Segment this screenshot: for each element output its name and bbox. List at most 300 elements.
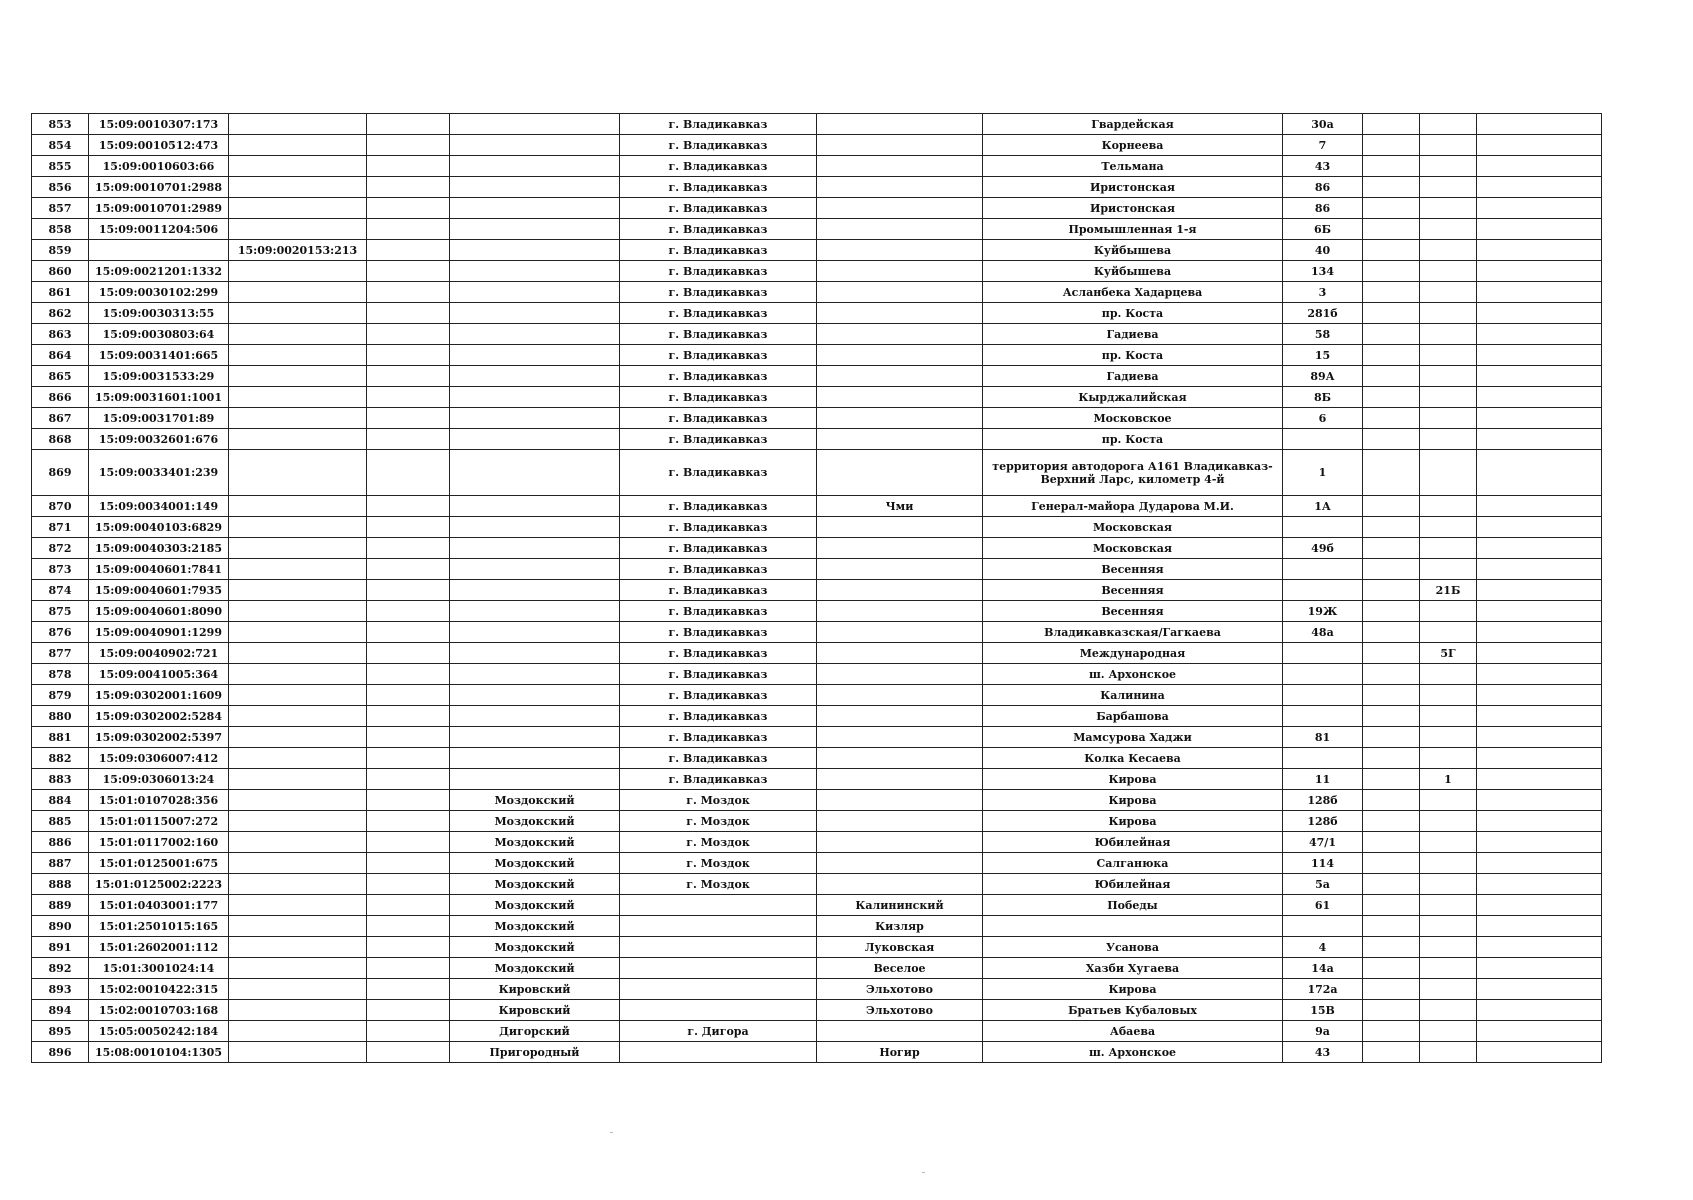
building-number-cell [1420, 748, 1477, 769]
building-number-cell [1420, 937, 1477, 958]
related-cadastral-number-cell [229, 979, 367, 1000]
street-cell: Абаева [983, 1021, 1283, 1042]
table-row [32, 1021, 1602, 1042]
settlement-cell [817, 559, 983, 580]
related-cadastral-number-cell [229, 580, 367, 601]
row-number-cell: 857 [32, 198, 89, 219]
scan-speck [922, 1172, 925, 1173]
related-cadastral-number-cell [229, 408, 367, 429]
col-12-cell [1477, 156, 1602, 177]
col-4-cell [367, 282, 450, 303]
house-number-cell: 281б [1283, 303, 1363, 324]
settlement-cell [817, 324, 983, 345]
settlement-cell [817, 387, 983, 408]
city-cell: г. Владикавказ [620, 282, 817, 303]
cadastral-number-cell: 15:09:0306007:412 [89, 748, 229, 769]
col-4-cell [367, 601, 450, 622]
district-cell [450, 261, 620, 282]
table-row [32, 811, 1602, 832]
building-number-cell: 5Г [1420, 643, 1477, 664]
col-4-cell [367, 303, 450, 324]
house-number-cell: 128б [1283, 790, 1363, 811]
city-cell: г. Владикавказ [620, 408, 817, 429]
street-cell: Международная [983, 643, 1283, 664]
row-number-cell: 894 [32, 1000, 89, 1021]
row-number-cell: 873 [32, 559, 89, 580]
col-10-cell [1363, 345, 1420, 366]
col-4-cell [367, 874, 450, 895]
table-row [32, 135, 1602, 156]
district-cell: Моздокский [450, 790, 620, 811]
city-cell: г. Владикавказ [620, 769, 817, 790]
col-12-cell [1477, 303, 1602, 324]
street-cell: Салганюка [983, 853, 1283, 874]
city-cell: г. Владикавказ [620, 727, 817, 748]
district-cell [450, 496, 620, 517]
district-cell [450, 664, 620, 685]
house-number-cell: 172а [1283, 979, 1363, 1000]
col-12-cell [1477, 706, 1602, 727]
cadastral-number-cell: 15:09:0306013:24 [89, 769, 229, 790]
settlement-cell [817, 643, 983, 664]
district-cell [450, 622, 620, 643]
district-cell: Моздокский [450, 958, 620, 979]
col-10-cell [1363, 1021, 1420, 1042]
building-number-cell [1420, 366, 1477, 387]
street-cell: Усанова [983, 937, 1283, 958]
col-10-cell [1363, 1000, 1420, 1021]
house-number-cell: 114 [1283, 853, 1363, 874]
related-cadastral-number-cell [229, 366, 367, 387]
col-12-cell [1477, 387, 1602, 408]
col-12-cell [1477, 261, 1602, 282]
street-cell: Братьев Кубаловых [983, 1000, 1283, 1021]
related-cadastral-number-cell [229, 853, 367, 874]
district-cell [450, 387, 620, 408]
cadastral-number-cell: 15:01:0115007:272 [89, 811, 229, 832]
col-10-cell [1363, 748, 1420, 769]
col-12-cell [1477, 177, 1602, 198]
row-number-cell: 865 [32, 366, 89, 387]
table-row [32, 622, 1602, 643]
building-number-cell [1420, 282, 1477, 303]
cadastral-number-cell: 15:09:0031533:29 [89, 366, 229, 387]
city-cell: г. Дигора [620, 1021, 817, 1042]
cadastral-number-cell: 15:09:0030803:64 [89, 324, 229, 345]
building-number-cell [1420, 622, 1477, 643]
col-4-cell [367, 916, 450, 937]
settlement-cell [817, 685, 983, 706]
house-number-cell [1283, 706, 1363, 727]
col-10-cell [1363, 769, 1420, 790]
city-cell: г. Владикавказ [620, 450, 817, 496]
building-number-cell [1420, 450, 1477, 496]
cadastral-number-cell: 15:09:0010512:473 [89, 135, 229, 156]
building-number-cell [1420, 727, 1477, 748]
col-12-cell [1477, 282, 1602, 303]
row-number-cell: 862 [32, 303, 89, 324]
related-cadastral-number-cell [229, 303, 367, 324]
street-cell: Кирова [983, 811, 1283, 832]
col-12-cell [1477, 664, 1602, 685]
row-number-cell: 861 [32, 282, 89, 303]
cadastral-number-cell: 15:09:0040601:8090 [89, 601, 229, 622]
district-cell [450, 450, 620, 496]
house-number-cell: 15В [1283, 1000, 1363, 1021]
city-cell: г. Владикавказ [620, 580, 817, 601]
cadastral-number-cell: 15:09:0040902:721 [89, 643, 229, 664]
col-12-cell [1477, 538, 1602, 559]
register-table [31, 113, 1602, 1063]
col-10-cell [1363, 832, 1420, 853]
related-cadastral-number-cell [229, 1000, 367, 1021]
cadastral-number-cell: 15:01:0403001:177 [89, 895, 229, 916]
col-4-cell [367, 496, 450, 517]
street-cell: Колка Кесаева [983, 748, 1283, 769]
col-10-cell [1363, 517, 1420, 538]
row-number-cell: 878 [32, 664, 89, 685]
table-row [32, 177, 1602, 198]
building-number-cell [1420, 387, 1477, 408]
cadastral-number-cell: 15:01:2602001:112 [89, 937, 229, 958]
house-number-cell: 86 [1283, 198, 1363, 219]
cadastral-number-cell: 15:01:0125002:2223 [89, 874, 229, 895]
house-number-cell: 48а [1283, 622, 1363, 643]
col-4-cell [367, 114, 450, 135]
city-cell: г. Владикавказ [620, 559, 817, 580]
col-10-cell [1363, 958, 1420, 979]
col-4-cell [367, 685, 450, 706]
row-number-cell: 888 [32, 874, 89, 895]
street-cell: Московская [983, 538, 1283, 559]
building-number-cell [1420, 811, 1477, 832]
building-number-cell [1420, 135, 1477, 156]
settlement-cell [817, 601, 983, 622]
settlement-cell [817, 538, 983, 559]
col-4-cell [367, 198, 450, 219]
col-4-cell [367, 387, 450, 408]
city-cell: г. Владикавказ [620, 643, 817, 664]
city-cell: г. Владикавказ [620, 219, 817, 240]
col-4-cell [367, 979, 450, 1000]
street-cell: Куйбышева [983, 261, 1283, 282]
building-number-cell [1420, 517, 1477, 538]
table-row [32, 324, 1602, 345]
table-row [32, 727, 1602, 748]
district-cell [450, 538, 620, 559]
related-cadastral-number-cell [229, 219, 367, 240]
col-12-cell [1477, 408, 1602, 429]
cadastral-number-cell: 15:09:0031401:665 [89, 345, 229, 366]
cadastral-number-cell: 15:09:0033401:239 [89, 450, 229, 496]
col-4-cell [367, 177, 450, 198]
table-row [32, 790, 1602, 811]
city-cell: г. Моздок [620, 853, 817, 874]
col-12-cell [1477, 324, 1602, 345]
building-number-cell [1420, 177, 1477, 198]
house-number-cell [1283, 559, 1363, 580]
table-row [32, 538, 1602, 559]
register-table-body [32, 114, 1602, 1063]
settlement-cell: Ногир [817, 1042, 983, 1063]
table-row [32, 958, 1602, 979]
related-cadastral-number-cell [229, 114, 367, 135]
row-number-cell: 882 [32, 748, 89, 769]
row-number-cell: 896 [32, 1042, 89, 1063]
settlement-cell [817, 769, 983, 790]
col-10-cell [1363, 135, 1420, 156]
col-4-cell [367, 895, 450, 916]
related-cadastral-number-cell [229, 429, 367, 450]
table-row [32, 874, 1602, 895]
cadastral-number-cell: 15:09:0302002:5284 [89, 706, 229, 727]
col-10-cell [1363, 937, 1420, 958]
row-number-cell: 884 [32, 790, 89, 811]
col-10-cell [1363, 303, 1420, 324]
col-10-cell [1363, 198, 1420, 219]
related-cadastral-number-cell [229, 177, 367, 198]
cadastral-number-cell: 15:09:0010701:2989 [89, 198, 229, 219]
table-row [32, 219, 1602, 240]
table-row [32, 832, 1602, 853]
house-number-cell [1283, 685, 1363, 706]
table-row [32, 450, 1602, 496]
related-cadastral-number-cell [229, 832, 367, 853]
street-cell: Юбилейная [983, 874, 1283, 895]
table-row [32, 1042, 1602, 1063]
table-row [32, 1000, 1602, 1021]
col-4-cell [367, 324, 450, 345]
col-10-cell [1363, 366, 1420, 387]
district-cell: Моздокский [450, 811, 620, 832]
related-cadastral-number-cell [229, 1021, 367, 1042]
col-12-cell [1477, 790, 1602, 811]
cadastral-number-cell: 15:01:2501015:165 [89, 916, 229, 937]
district-cell: Моздокский [450, 916, 620, 937]
col-12-cell [1477, 1000, 1602, 1021]
city-cell: г. Владикавказ [620, 366, 817, 387]
city-cell [620, 958, 817, 979]
settlement-cell [817, 853, 983, 874]
col-12-cell [1477, 727, 1602, 748]
street-cell: Иристонская [983, 198, 1283, 219]
building-number-cell [1420, 324, 1477, 345]
district-cell [450, 282, 620, 303]
col-10-cell [1363, 282, 1420, 303]
col-12-cell [1477, 135, 1602, 156]
table-row [32, 387, 1602, 408]
table-row [32, 429, 1602, 450]
col-4-cell [367, 580, 450, 601]
cadastral-number-cell: 15:09:0010701:2988 [89, 177, 229, 198]
building-number-cell [1420, 664, 1477, 685]
col-12-cell [1477, 496, 1602, 517]
settlement-cell [817, 706, 983, 727]
house-number-cell: 1А [1283, 496, 1363, 517]
house-number-cell: 86 [1283, 177, 1363, 198]
table-row [32, 769, 1602, 790]
col-12-cell [1477, 345, 1602, 366]
col-4-cell [367, 937, 450, 958]
building-number-cell [1420, 559, 1477, 580]
building-number-cell [1420, 874, 1477, 895]
related-cadastral-number-cell [229, 324, 367, 345]
col-12-cell [1477, 958, 1602, 979]
settlement-cell [817, 345, 983, 366]
house-number-cell: 7 [1283, 135, 1363, 156]
district-cell [450, 643, 620, 664]
building-number-cell [1420, 958, 1477, 979]
row-number-cell: 863 [32, 324, 89, 345]
row-number-cell: 893 [32, 979, 89, 1000]
col-12-cell [1477, 219, 1602, 240]
col-10-cell [1363, 853, 1420, 874]
related-cadastral-number-cell [229, 135, 367, 156]
table-row [32, 282, 1602, 303]
col-10-cell [1363, 580, 1420, 601]
related-cadastral-number-cell [229, 261, 367, 282]
street-cell: пр. Коста [983, 303, 1283, 324]
district-cell: Моздокский [450, 895, 620, 916]
settlement-cell [817, 874, 983, 895]
table-row [32, 706, 1602, 727]
col-4-cell [367, 643, 450, 664]
col-12-cell [1477, 874, 1602, 895]
district-cell [450, 177, 620, 198]
settlement-cell: Веселое [817, 958, 983, 979]
col-12-cell [1477, 622, 1602, 643]
col-4-cell [367, 811, 450, 832]
street-cell: Юбилейная [983, 832, 1283, 853]
row-number-cell: 854 [32, 135, 89, 156]
street-cell: Барбашова [983, 706, 1283, 727]
city-cell: г. Владикавказ [620, 240, 817, 261]
settlement-cell [817, 517, 983, 538]
cadastral-number-cell: 15:09:0030313:55 [89, 303, 229, 324]
row-number-cell: 880 [32, 706, 89, 727]
row-number-cell: 889 [32, 895, 89, 916]
house-number-cell [1283, 580, 1363, 601]
building-number-cell [1420, 895, 1477, 916]
col-4-cell [367, 622, 450, 643]
district-cell [450, 769, 620, 790]
building-number-cell [1420, 916, 1477, 937]
city-cell: г. Владикавказ [620, 538, 817, 559]
col-10-cell [1363, 429, 1420, 450]
table-row [32, 853, 1602, 874]
table-row [32, 114, 1602, 135]
table-row [32, 240, 1602, 261]
house-number-cell: 15 [1283, 345, 1363, 366]
related-cadastral-number-cell [229, 1042, 367, 1063]
building-number-cell [1420, 1042, 1477, 1063]
col-4-cell [367, 559, 450, 580]
row-number-cell: 879 [32, 685, 89, 706]
table-row [32, 916, 1602, 937]
house-number-cell: 40 [1283, 240, 1363, 261]
district-cell [450, 580, 620, 601]
col-10-cell [1363, 916, 1420, 937]
col-10-cell [1363, 601, 1420, 622]
settlement-cell [817, 156, 983, 177]
col-4-cell [367, 429, 450, 450]
street-cell: Иристонская [983, 177, 1283, 198]
cadastral-number-cell: 15:09:0030102:299 [89, 282, 229, 303]
settlement-cell: Луковская [817, 937, 983, 958]
street-cell: Победы [983, 895, 1283, 916]
col-12-cell [1477, 979, 1602, 1000]
city-cell [620, 1000, 817, 1021]
cadastral-number-cell: 15:01:0125001:675 [89, 853, 229, 874]
related-cadastral-number-cell [229, 769, 367, 790]
house-number-cell: 14а [1283, 958, 1363, 979]
building-number-cell [1420, 496, 1477, 517]
table-row [32, 664, 1602, 685]
city-cell: г. Владикавказ [620, 177, 817, 198]
table-row [32, 198, 1602, 219]
related-cadastral-number-cell [229, 685, 367, 706]
settlement-cell: Эльхотово [817, 1000, 983, 1021]
col-10-cell [1363, 408, 1420, 429]
district-cell [450, 303, 620, 324]
related-cadastral-number-cell [229, 895, 367, 916]
col-4-cell [367, 408, 450, 429]
settlement-cell [817, 408, 983, 429]
street-cell: Асланбека Хадарцева [983, 282, 1283, 303]
district-cell: Пригородный [450, 1042, 620, 1063]
row-number-cell: 853 [32, 114, 89, 135]
related-cadastral-number-cell [229, 450, 367, 496]
cadastral-number-cell: 15:09:0302002:5397 [89, 727, 229, 748]
col-12-cell [1477, 895, 1602, 916]
building-number-cell [1420, 601, 1477, 622]
related-cadastral-number-cell [229, 538, 367, 559]
building-number-cell [1420, 303, 1477, 324]
col-10-cell [1363, 114, 1420, 135]
house-number-cell: 61 [1283, 895, 1363, 916]
row-number-cell: 866 [32, 387, 89, 408]
col-12-cell [1477, 1021, 1602, 1042]
settlement-cell [817, 727, 983, 748]
col-4-cell [367, 706, 450, 727]
building-number-cell [1420, 219, 1477, 240]
settlement-cell [817, 622, 983, 643]
col-10-cell [1363, 324, 1420, 345]
col-12-cell [1477, 1042, 1602, 1063]
row-number-cell: 868 [32, 429, 89, 450]
district-cell [450, 114, 620, 135]
city-cell: г. Владикавказ [620, 429, 817, 450]
row-number-cell: 855 [32, 156, 89, 177]
related-cadastral-number-cell [229, 496, 367, 517]
district-cell: Моздокский [450, 874, 620, 895]
city-cell: г. Владикавказ [620, 601, 817, 622]
table-row [32, 408, 1602, 429]
district-cell [450, 408, 620, 429]
col-10-cell [1363, 979, 1420, 1000]
settlement-cell [817, 832, 983, 853]
house-number-cell: 81 [1283, 727, 1363, 748]
table-row [32, 345, 1602, 366]
cadastral-number-cell [89, 240, 229, 261]
col-4-cell [367, 1021, 450, 1042]
col-4-cell [367, 345, 450, 366]
col-12-cell [1477, 811, 1602, 832]
building-number-cell [1420, 261, 1477, 282]
city-cell: г. Владикавказ [620, 496, 817, 517]
row-number-cell: 856 [32, 177, 89, 198]
house-number-cell: 19Ж [1283, 601, 1363, 622]
